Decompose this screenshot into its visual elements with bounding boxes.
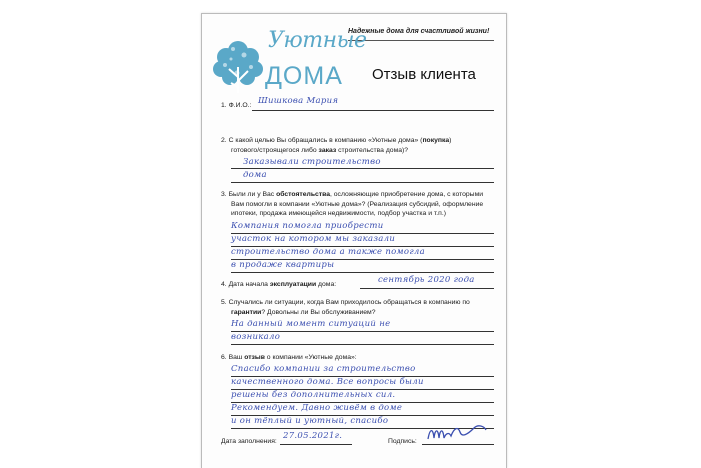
q3-answer-line4: в продаже квартиры (231, 260, 335, 270)
q2-question: 2. С какой целью Вы обращались в компанию «Уютные дома» (покупка) готового/строящегося либо заказ строительства дома)? (221, 137, 452, 154)
q5-question: 5. Случались ли ситуации, когда Вам приходилось обращаться в компанию по гарантии? Довольны ли Вы обслуживанием? (221, 299, 470, 316)
q1-question: 1. Ф.И.О.: (221, 102, 252, 109)
q2-answer-line1: Заказывали строительство (243, 157, 381, 167)
q3-answer-line1: Компания помогла приобрести (231, 221, 384, 231)
tagline: Надежные дома для счастливой жизни! (348, 28, 490, 35)
logo-wordmark-top: Уютные (268, 28, 367, 53)
q2-answer-line2: дома (243, 170, 267, 180)
q6-answer-line1: Спасибо компании за строительство (231, 364, 416, 374)
logo-wordmark-bottom: ДОМА (265, 62, 343, 90)
date-value: 27.05.2021г. (283, 431, 343, 441)
q3-underline-4 (231, 272, 494, 273)
signature-mark (424, 424, 490, 444)
tagline-divider (348, 40, 494, 41)
q2-underline-2 (231, 182, 494, 183)
q6-answer-line4: Рекомендуем. Давно живём в доме (231, 403, 403, 413)
q3-answer-line3: строительство дома а также помогла (231, 247, 425, 257)
q4-underline (360, 288, 494, 289)
q1-answer: Шишкова Мария (258, 96, 339, 106)
q6-answer-line3: решены без дополнительных сил. (231, 390, 396, 400)
date-label: Дата заполнения: (221, 438, 277, 445)
q3-answer-line2: участок на котором мы заказали (231, 234, 396, 244)
q2-underline-1 (231, 168, 494, 169)
q1-underline (252, 110, 494, 111)
q6-question: 6. Ваш отзыв о компании «Уютные дома»: (221, 354, 357, 361)
q5-underline-2 (231, 344, 494, 345)
tree-logo-icon (211, 37, 265, 95)
q6-answer-line5: и он тёплый и уютный, спасибо (231, 416, 389, 426)
q5-answer-line2: возникало (231, 332, 281, 342)
q4-question: 4. Дата начала эксплуатации дома: (221, 281, 337, 288)
q5-answer-line1: На данный момент ситуаций не (231, 319, 391, 329)
signature-label: Подпись: (388, 438, 417, 445)
signature-underline (422, 444, 494, 445)
date-underline (280, 444, 352, 445)
q4-answer: сентябрь 2020 года (378, 275, 475, 285)
q3-question: 3. Были ли у Вас обстоятельства, осложняющие приобретение дома, с которыми Вам помогли в компании «Уютные дома»? (Реализация субсидий, оформление ипотеки, продажа имеющейся недвижимости, подбор участка и т.п.) (221, 191, 484, 217)
q6-answer-line2: качественного дома. Все вопросы были (231, 377, 424, 387)
page-title: Отзыв клиента (372, 66, 476, 83)
